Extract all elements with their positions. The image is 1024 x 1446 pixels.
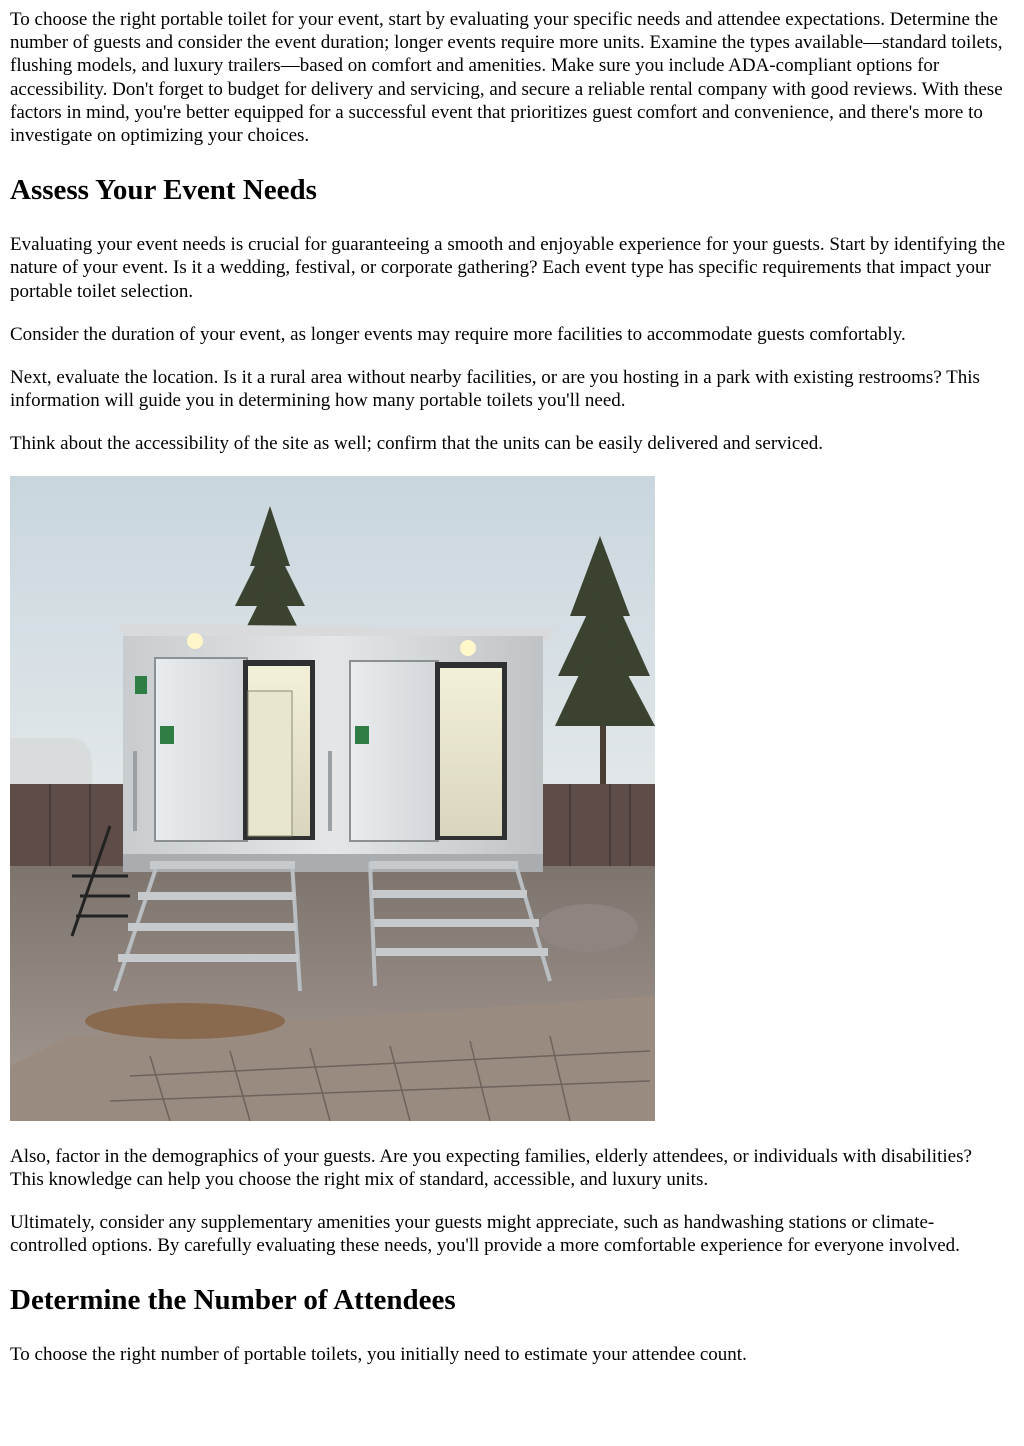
paragraph: To choose the right number of portable toilets, you initially need to estimate your attendee count.: [10, 1344, 747, 1366]
paragraph: Ultimately, consider any supplementary amenities your guests might appreciate, such as handwashing stations or climate-controlled options. By carefully evaluating these needs, you'll provide a more comfortable experience for everyone involved.: [10, 1212, 960, 1257]
paragraph: Next, evaluate the location. Is it a rural area without nearby facilities, or are you hosting in a park with existing restrooms? This information will guide you in determining how many portable toilets you'll need.: [10, 367, 980, 412]
paragraph: Also, factor in the demographics of your guests. Are you expecting families, elderly attendees, or individuals with disabilities? This knowledge can help you choose the right mix of standard, accessible, and luxury units.: [10, 1145, 972, 1190]
portable-restroom-trailer-photo: [10, 476, 655, 1121]
paragraph: Evaluating your event needs is crucial for guaranteeing a smooth and enjoyable experience for your guests. Start by identifying the nature of your event. Is it a wedding, festival, or corporate gathering? Each event type has specific requirements that impact your portable toilet selection.: [10, 234, 1006, 302]
paragraph: Think about the accessibility of the site as well; confirm that the units can be easily delivered and serviced.: [10, 433, 824, 455]
intro-paragraph: To choose the right portable toilet for your event, start by evaluating your specific needs and attendee expectations. Determine the number of guests and consider the event duration; longer events require more units. Examine the types available—standard toilets, flushing models, and luxury trailers—based on comfort and amenities. Make sure you include ADA-compliant options for accessibility. Don't forget to budget for delivery and servicing, and secure a reliable rental company with good reviews. With these factors in mind, you're better equipped for a successful event that prioritizes guest comfort and convenience, and there's more to investigate on optimizing your choices.: [10, 9, 1003, 147]
section-heading-number-of-attendees: Determine the Number of Attendees: [10, 1284, 456, 1317]
article: [10, 8, 1010, 1387]
section-heading-assess-needs: Assess Your Event Needs: [10, 174, 317, 207]
paragraph: Consider the duration of your event, as longer events may require more facilities to accommodate guests comfortably.: [10, 323, 906, 345]
